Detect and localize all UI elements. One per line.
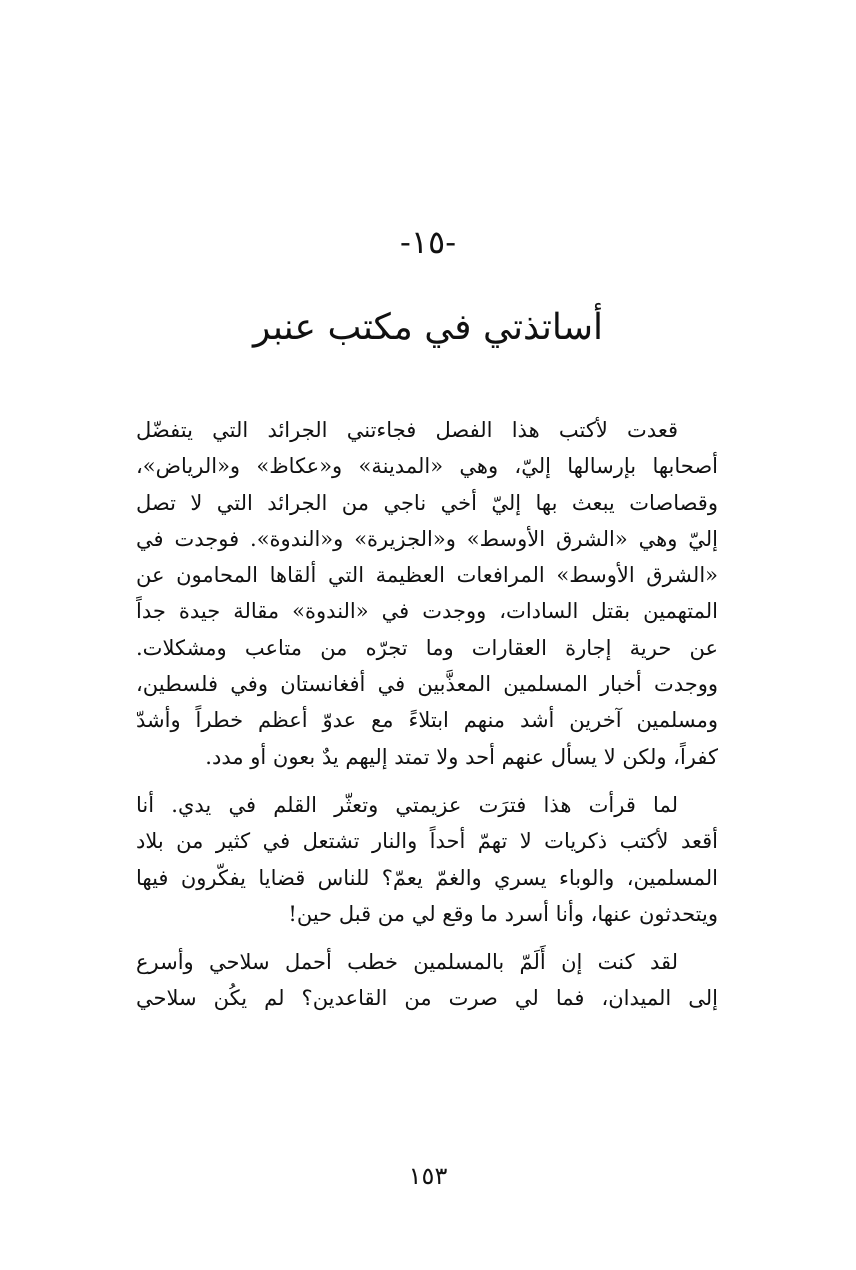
text-line: ومسلمين آخرين أشد منهم ابتلاءً مع عدوّ أعظم خطراً وأشدّ xyxy=(136,708,718,733)
text-line: لقد كنت إن أَلَمّ بالمسلمين خطب أحمل سلاحي وأسرع xyxy=(136,950,678,975)
text-line: عن حرية إجارة العقارات وما تجرّه من متاعب ومشكلات. xyxy=(136,635,718,660)
text-line: «الشرق الأوسط» المرافعات العظيمة التي ألقاها المحامون عن xyxy=(136,563,718,588)
page-number: ١٥٣ xyxy=(408,1162,448,1190)
text-line: أصحابها بإرسالها إليّ، وهي «المدينة» و«عكاظ» و«الرياض»، xyxy=(136,454,718,479)
text-line: قعدت لأكتب هذا الفصل فجاءتني الجرائد التي يتفضّل xyxy=(136,418,678,442)
text-line: ويتحدثون عنها، وأنا أسرد ما وقع لي من قبل حين! xyxy=(288,901,718,926)
paragraph xyxy=(136,944,718,1017)
text-line: المسلمين، والوباء يسري والغمّ يعمّ؟ للناس قضايا يفكّرون فيها xyxy=(136,865,718,890)
text-line: كفراً، ولكن لا يسأل عنهم أحد ولا تمتد إليهم يدٌ بعون أو مدد. xyxy=(205,744,718,769)
chapter-title: أساتذتي في مكتب عنبر xyxy=(252,307,604,348)
paragraph-spacer xyxy=(136,932,718,944)
chapter-body xyxy=(136,412,718,1017)
text-line: إلى الميدان، فما لي صرت من القاعدين؟ لم يكُن سلاحي xyxy=(136,986,718,1011)
paragraph xyxy=(136,412,718,775)
text-line: إليّ وهي «الشرق الأوسط» و«الجزيرة» و«الندوة». فوجدت في xyxy=(136,526,718,551)
paragraph xyxy=(136,787,718,932)
chapter-number: -١٥- xyxy=(400,223,456,261)
text-line: المتهمين بقتل السادات، ووجدت في «الندوة» مقالة جيدة جداً xyxy=(136,599,718,624)
text-line: ووجدت أخبار المسلمين المعذَّبين في أفغانستان وفي فلسطين، xyxy=(136,672,718,697)
paragraph-spacer xyxy=(136,775,718,787)
text-line: وقصاصات يبعث بها إليّ أخي ناجي من الجرائد التي لا تصل xyxy=(136,490,718,515)
text-line: أقعد لأكتب ذكريات لا تهمّ أحداً والنار تشتعل في كثير من بلاد xyxy=(136,829,718,854)
text-line: لما قرأت هذا فترَت عزيمتي وتعثّر القلم في يدي. أنا xyxy=(136,792,678,817)
